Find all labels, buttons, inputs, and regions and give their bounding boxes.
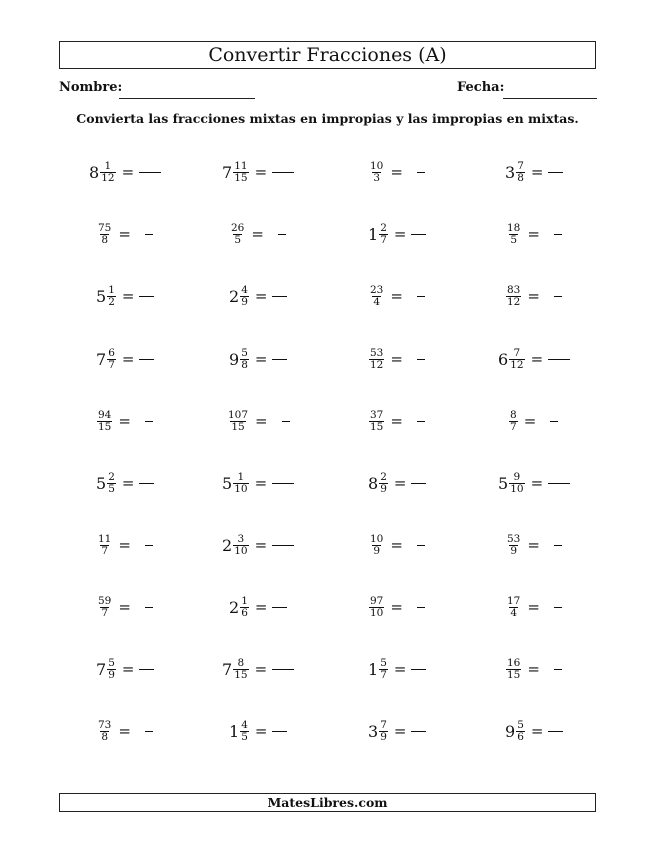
whole-number: 1 [368, 224, 379, 244]
fraction-problem [227, 401, 290, 441]
fraction-problem [96, 339, 154, 379]
answer-blank[interactable] [272, 483, 294, 484]
numerator: 7 [517, 159, 524, 172]
numerator: 16 [507, 656, 521, 669]
numerator: 73 [98, 718, 112, 731]
fraction-problem [506, 276, 562, 316]
numerator: 5 [517, 718, 524, 731]
answer-blank[interactable] [554, 545, 562, 546]
equals-sign: = [118, 536, 131, 554]
denominator: 9 [380, 730, 387, 743]
equals-sign: = [118, 412, 131, 430]
fraction-problem [509, 401, 558, 441]
denominator: 15 [234, 668, 248, 681]
denominator: 6 [517, 730, 524, 743]
equals-sign: = [254, 598, 268, 616]
denominator: 2 [108, 295, 115, 308]
equals-sign: = [390, 287, 403, 305]
fraction-problem [498, 463, 570, 503]
answer-blank[interactable] [272, 296, 287, 297]
equals-sign: = [527, 660, 540, 678]
instructions: Convierta las fracciones mixtas en impropias y las impropias en mixtas. [76, 111, 579, 126]
numerator: 37 [370, 408, 384, 421]
fraction [240, 348, 249, 371]
fraction [233, 658, 248, 681]
fraction [100, 161, 115, 184]
fraction-problem [97, 401, 153, 441]
answer-blank[interactable] [417, 296, 425, 297]
answer-blank[interactable] [417, 359, 425, 360]
numerator: 11 [234, 159, 248, 172]
fraction-problem [369, 276, 425, 316]
answer-blank[interactable] [548, 359, 570, 360]
denominator: 5 [510, 233, 518, 246]
denominator: 15 [507, 668, 521, 681]
denominator: 5 [234, 233, 242, 246]
denominator: 9 [380, 482, 387, 495]
fraction [509, 410, 518, 433]
answer-blank[interactable] [145, 607, 153, 608]
fraction-problem [368, 214, 426, 254]
fraction [369, 161, 384, 184]
answer-blank[interactable] [417, 545, 425, 546]
name-label: Nombre: [59, 80, 123, 95]
whole-number: 2 [222, 535, 233, 555]
numerator: 4 [241, 718, 248, 731]
fraction [107, 658, 116, 681]
whole-number: 5 [222, 473, 233, 493]
whole-number: 5 [498, 473, 509, 493]
fraction [97, 223, 112, 246]
equals-sign: = [393, 225, 407, 243]
equals-sign: = [254, 163, 268, 181]
denominator: 12 [510, 358, 524, 371]
numerator: 2 [380, 470, 387, 483]
denominator: 15 [234, 171, 248, 184]
answer-blank[interactable] [272, 669, 294, 670]
equals-sign: = [393, 660, 407, 678]
fraction [516, 161, 525, 184]
answer-blank[interactable] [411, 483, 426, 484]
numerator: 8 [237, 656, 245, 669]
fraction [240, 596, 249, 619]
fraction [506, 658, 521, 681]
answer-blank[interactable] [417, 607, 425, 608]
fraction-problem [369, 587, 425, 627]
denominator: 7 [510, 420, 517, 433]
fraction-problem [369, 525, 425, 565]
fraction [233, 161, 248, 184]
equals-sign: = [121, 163, 135, 181]
fraction [369, 410, 384, 433]
equals-sign: = [527, 536, 540, 554]
answer-blank[interactable] [278, 234, 286, 235]
fraction-problem [222, 649, 294, 689]
denominator: 10 [510, 482, 524, 495]
equals-sign: = [254, 660, 268, 678]
fraction [369, 285, 384, 308]
numerator: 10 [370, 159, 384, 172]
equals-sign: = [527, 598, 540, 616]
numerator: 4 [241, 283, 248, 296]
numerator: 8 [510, 408, 517, 421]
answer-blank[interactable] [145, 731, 153, 732]
denominator: 8 [517, 171, 524, 184]
fraction [369, 534, 384, 557]
answer-blank[interactable] [272, 731, 287, 732]
whole-number: 9 [505, 721, 516, 741]
equals-sign: = [530, 350, 544, 368]
numerator: 1 [237, 470, 245, 483]
whole-number: 7 [222, 162, 233, 182]
numerator: 107 [228, 408, 249, 421]
equals-sign: = [390, 163, 403, 181]
fraction-problem [97, 587, 153, 627]
numerator: 17 [507, 594, 521, 607]
numerator: 1 [108, 283, 115, 296]
denominator: 8 [241, 358, 248, 371]
answer-blank[interactable] [411, 234, 426, 235]
footer-text: MatesLibres.com [267, 795, 388, 810]
equals-sign: = [390, 412, 403, 430]
fraction-problem [368, 649, 426, 689]
answer-blank[interactable] [145, 545, 153, 546]
fraction-problem [96, 463, 154, 503]
whole-number: 5 [96, 473, 107, 493]
fraction [97, 534, 112, 557]
fraction [227, 410, 249, 433]
equals-sign: = [254, 287, 268, 305]
answer-blank[interactable] [417, 421, 425, 422]
answer-blank[interactable] [145, 421, 153, 422]
fraction [369, 348, 384, 371]
denominator: 12 [101, 171, 115, 184]
numerator: 1 [104, 159, 112, 172]
numerator: 83 [507, 283, 521, 296]
fraction-problem [498, 339, 570, 379]
equals-sign: = [121, 287, 135, 305]
denominator: 15 [98, 420, 112, 433]
answer-blank[interactable] [139, 296, 154, 297]
equals-sign: = [527, 287, 540, 305]
whole-number: 7 [96, 659, 107, 679]
answer-blank[interactable] [139, 172, 161, 173]
fraction [379, 720, 388, 743]
fraction-problem [505, 711, 563, 751]
denominator: 15 [370, 420, 384, 433]
numerator: 97 [370, 594, 384, 607]
date-label: Fecha: [457, 80, 505, 95]
fraction-problem [97, 525, 153, 565]
equals-sign: = [121, 474, 135, 492]
fraction-problem [222, 463, 294, 503]
equals-sign: = [393, 474, 407, 492]
fraction [97, 410, 112, 433]
denominator: 12 [507, 295, 521, 308]
footer [59, 793, 596, 812]
fraction-problem [96, 276, 154, 316]
denominator: 8 [101, 730, 109, 743]
fraction [107, 348, 116, 371]
numerator: 53 [507, 532, 521, 545]
numerator: 1 [241, 594, 248, 607]
whole-number: 2 [229, 286, 240, 306]
fraction [369, 596, 384, 619]
answer-blank[interactable] [272, 545, 294, 546]
answer-blank[interactable] [554, 607, 562, 608]
fraction-problem [222, 525, 294, 565]
equals-sign: = [118, 722, 131, 740]
fraction [97, 720, 112, 743]
fraction-problem [506, 587, 562, 627]
whole-number: 3 [505, 162, 516, 182]
answer-blank[interactable] [272, 607, 287, 608]
answer-blank[interactable] [548, 483, 570, 484]
numerator: 75 [98, 221, 112, 234]
numerator: 6 [108, 346, 115, 359]
answer-blank[interactable] [139, 669, 154, 670]
fraction-problem [505, 152, 563, 192]
denominator: 10 [234, 482, 248, 495]
equals-sign: = [121, 660, 135, 678]
equals-sign: = [530, 474, 544, 492]
fraction-problem [506, 214, 562, 254]
equals-sign: = [254, 474, 268, 492]
denominator: 6 [241, 606, 248, 619]
denominator: 4 [373, 295, 381, 308]
whole-number: 8 [89, 162, 100, 182]
denominator: 7 [101, 606, 109, 619]
denominator: 12 [370, 358, 384, 371]
fraction-problem [229, 711, 287, 751]
numerator: 7 [513, 346, 521, 359]
fraction-problem [230, 214, 286, 254]
answer-blank[interactable] [411, 669, 426, 670]
equals-sign: = [390, 598, 403, 616]
fraction-problem [229, 339, 287, 379]
denominator: 8 [101, 233, 109, 246]
fraction [240, 285, 249, 308]
denominator: 7 [380, 668, 387, 681]
answer-blank[interactable] [548, 731, 563, 732]
denominator: 7 [101, 544, 109, 557]
equals-sign: = [255, 412, 268, 430]
fraction-problem [229, 276, 287, 316]
denominator: 4 [510, 606, 518, 619]
denominator: 9 [510, 544, 518, 557]
fraction-problem [369, 339, 425, 379]
equals-sign: = [527, 225, 540, 243]
fraction [233, 472, 248, 495]
fraction [107, 472, 116, 495]
whole-number: 8 [368, 473, 379, 493]
denominator: 9 [108, 668, 115, 681]
fraction [240, 720, 249, 743]
numerator: 5 [380, 656, 387, 669]
answer-blank[interactable] [554, 669, 562, 670]
whole-number: 6 [498, 349, 509, 369]
whole-number: 1 [368, 659, 379, 679]
equals-sign: = [251, 225, 264, 243]
numerator: 59 [98, 594, 112, 607]
fraction-problem [506, 525, 562, 565]
fraction-problem [368, 711, 426, 751]
fraction [379, 658, 388, 681]
answer-blank[interactable] [417, 172, 425, 173]
fraction-problem [229, 587, 287, 627]
answer-blank[interactable] [272, 359, 287, 360]
numerator: 7 [380, 718, 387, 731]
equals-sign: = [121, 350, 135, 368]
answer-blank[interactable] [145, 234, 153, 235]
denominator: 15 [231, 420, 245, 433]
title-text: Convertir Fracciones (A) [208, 44, 447, 66]
denominator: 10 [370, 606, 384, 619]
denominator: 10 [234, 544, 248, 557]
fraction-problem [222, 152, 294, 192]
answer-blank[interactable] [139, 359, 154, 360]
equals-sign: = [254, 350, 268, 368]
fraction-problem [368, 463, 426, 503]
whole-number: 5 [96, 286, 107, 306]
answer-blank[interactable] [139, 483, 154, 484]
answer-blank[interactable] [282, 421, 290, 422]
fraction [97, 596, 112, 619]
fraction-problem [506, 649, 562, 689]
denominator: 9 [373, 544, 381, 557]
fraction-problem [96, 649, 154, 689]
whole-number: 7 [222, 659, 233, 679]
fraction [230, 223, 245, 246]
fraction [509, 472, 524, 495]
equals-sign: = [118, 225, 131, 243]
numerator: 23 [370, 283, 384, 296]
fraction-problem [89, 152, 161, 192]
denominator: 7 [380, 233, 387, 246]
denominator: 5 [108, 482, 115, 495]
denominator: 3 [373, 171, 381, 184]
fraction [506, 223, 521, 246]
equals-sign: = [523, 412, 537, 430]
numerator: 10 [370, 532, 384, 545]
equals-sign: = [393, 722, 407, 740]
numerator: 18 [507, 221, 521, 234]
equals-sign: = [254, 722, 268, 740]
answer-blank[interactable] [548, 172, 563, 173]
numerator: 53 [370, 346, 384, 359]
equals-sign: = [530, 722, 544, 740]
whole-number: 3 [368, 721, 379, 741]
numerator: 2 [380, 221, 387, 234]
equals-sign: = [118, 598, 131, 616]
answer-blank[interactable] [411, 731, 426, 732]
fraction [509, 348, 524, 371]
whole-number: 1 [229, 721, 240, 741]
fraction [233, 534, 248, 557]
fraction-problem [97, 214, 153, 254]
fraction [506, 285, 521, 308]
numerator: 94 [98, 408, 112, 421]
numerator: 5 [241, 346, 248, 359]
denominator: 7 [108, 358, 115, 371]
answer-blank[interactable] [554, 296, 562, 297]
numerator: 11 [98, 532, 112, 545]
whole-number: 9 [229, 349, 240, 369]
numerator: 2 [108, 470, 115, 483]
fraction-problem [369, 152, 425, 192]
denominator: 5 [241, 730, 248, 743]
fraction-problem [97, 711, 153, 751]
fraction [516, 720, 525, 743]
whole-number: 7 [96, 349, 107, 369]
equals-sign: = [254, 536, 268, 554]
numerator: 5 [108, 656, 115, 669]
fraction-problem [369, 401, 425, 441]
answer-blank[interactable] [550, 421, 558, 422]
equals-sign: = [390, 536, 403, 554]
denominator: 9 [241, 295, 248, 308]
numerator: 26 [231, 221, 245, 234]
equals-sign: = [530, 163, 544, 181]
fraction [506, 596, 521, 619]
numerator: 9 [513, 470, 521, 483]
numerator: 3 [237, 532, 245, 545]
fraction [379, 472, 388, 495]
whole-number: 2 [229, 597, 240, 617]
fraction [379, 223, 388, 246]
fraction [506, 534, 521, 557]
equals-sign: = [390, 350, 403, 368]
answer-blank[interactable] [554, 234, 562, 235]
fraction [107, 285, 116, 308]
answer-blank[interactable] [272, 172, 294, 173]
